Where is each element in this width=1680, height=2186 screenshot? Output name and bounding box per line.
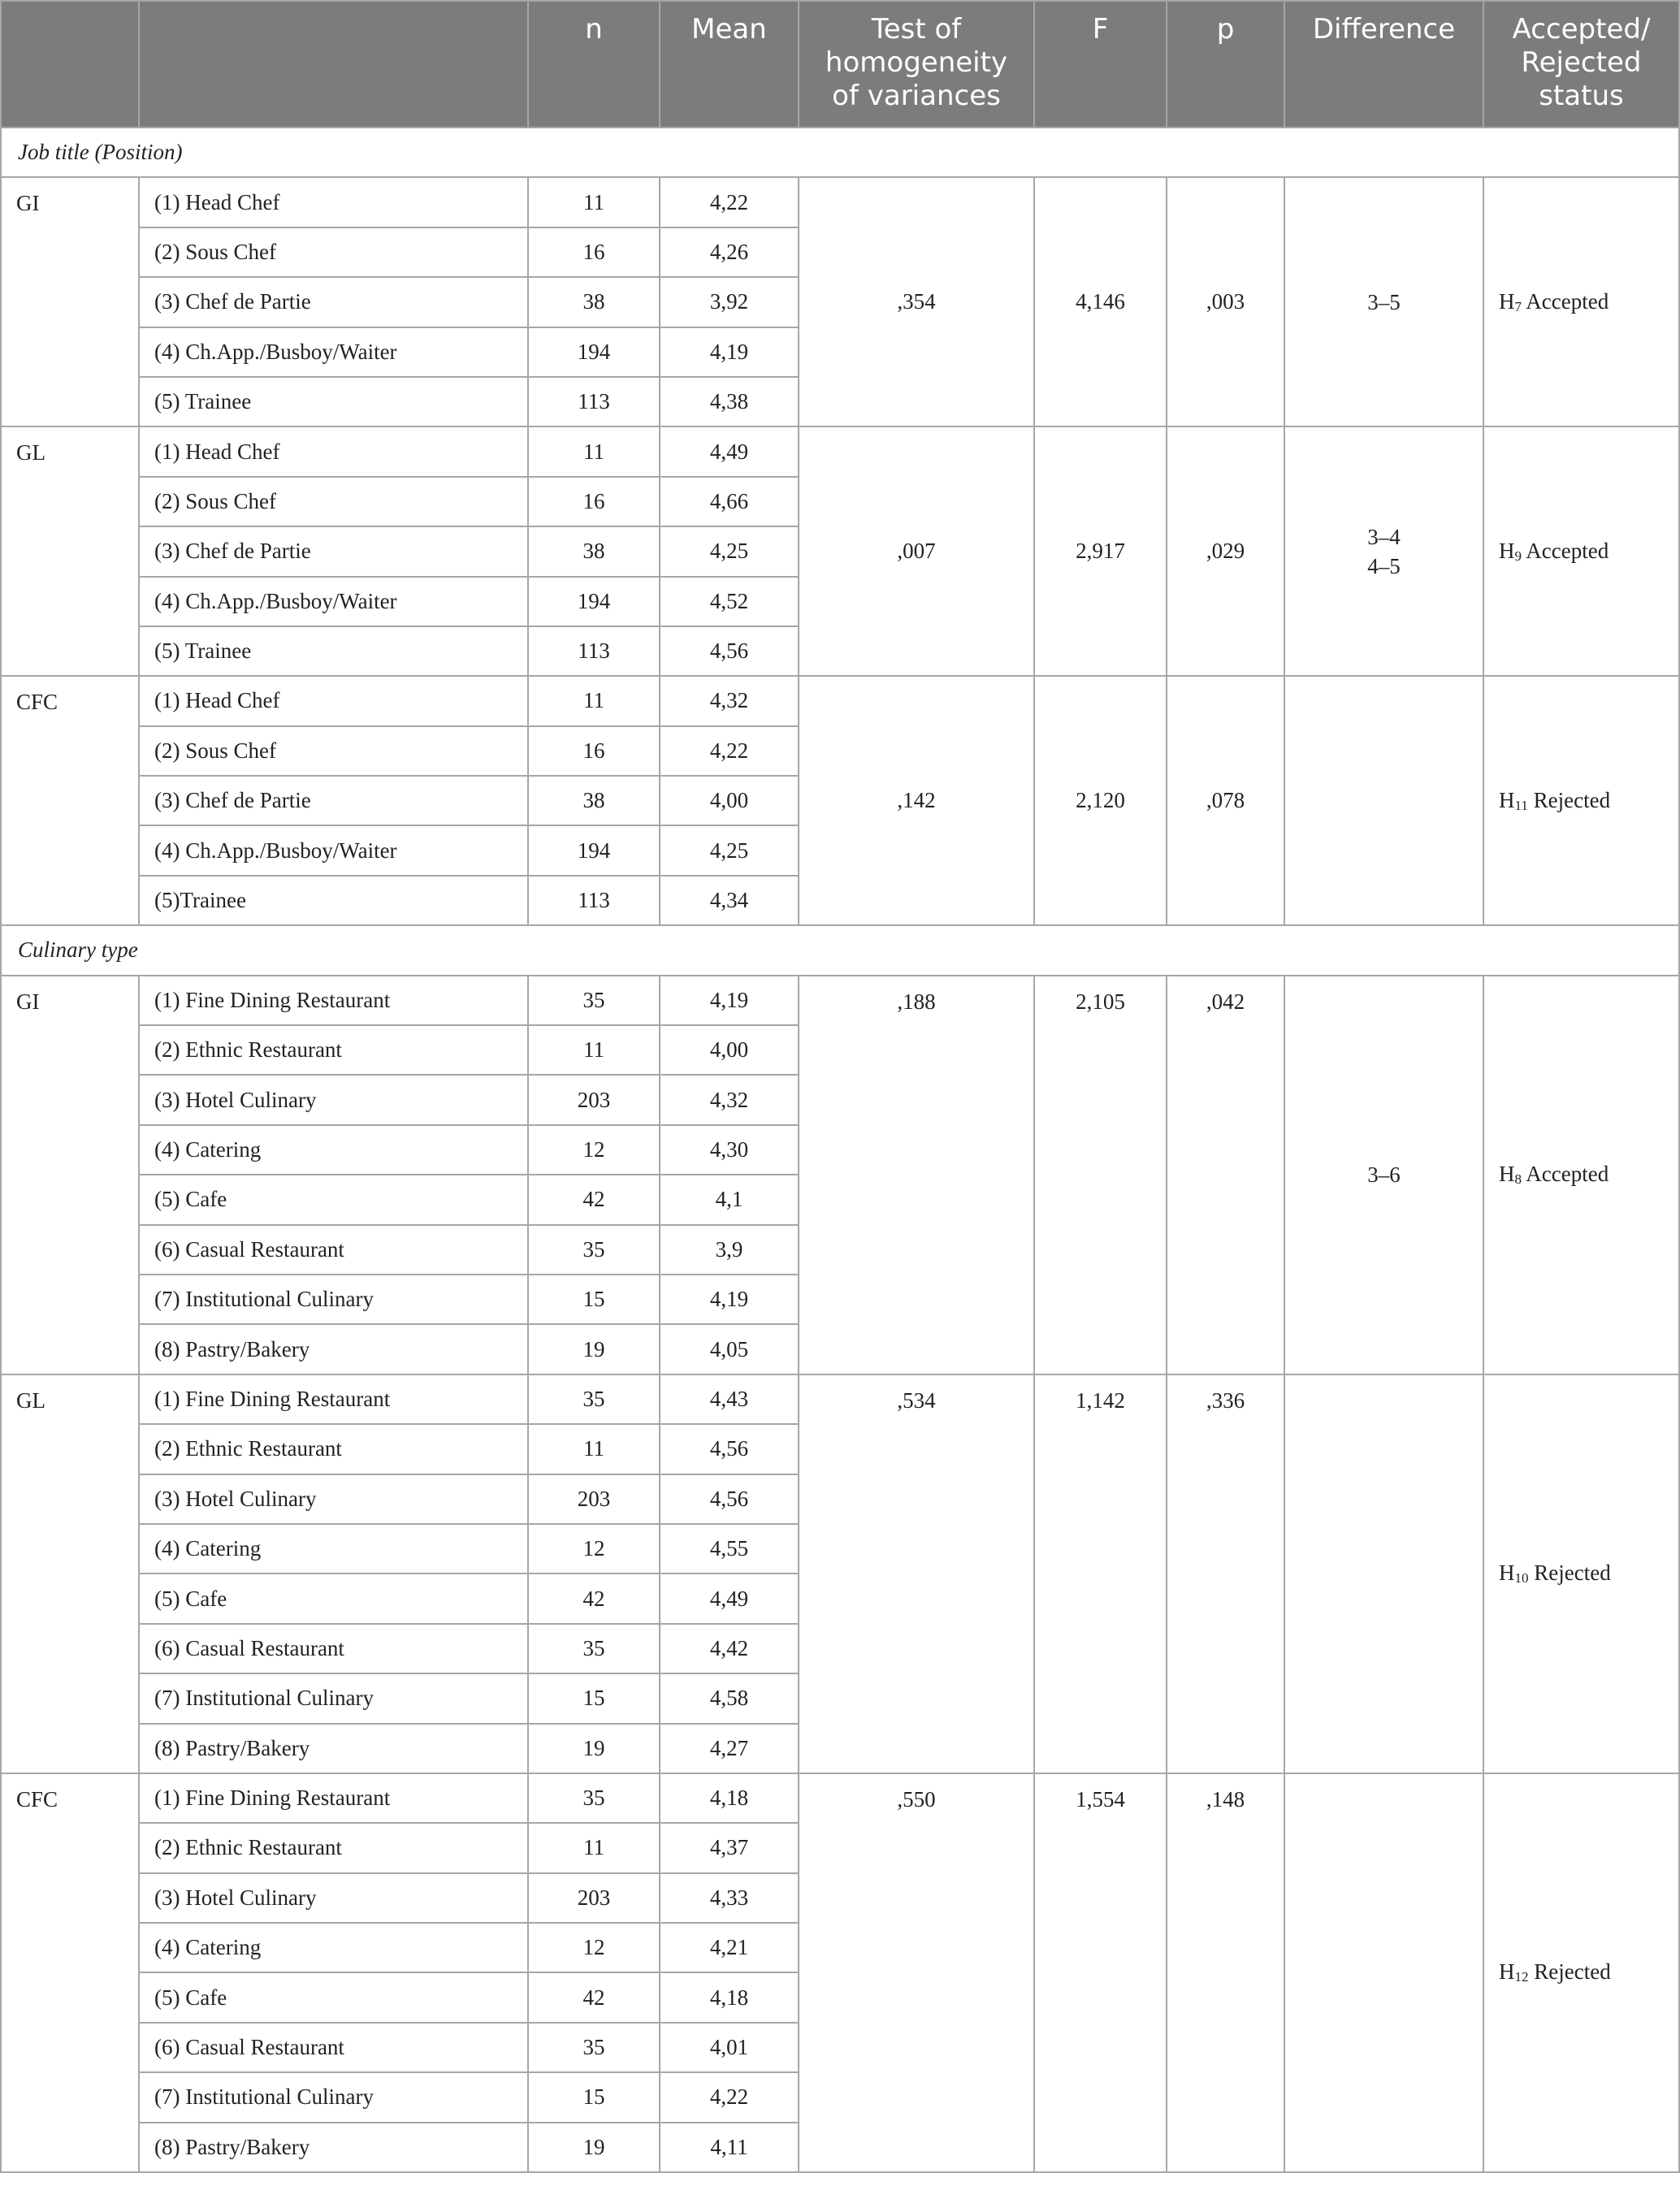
category-label: (5) Trainee [139,626,528,676]
category-label: (2) Sous Chef [139,227,528,277]
hypothesis-result: Rejected [1534,1561,1611,1586]
difference-value: 4–5 [1367,553,1401,578]
group-label: CFC [1,1773,139,2172]
header-difference: Difference [1284,1,1483,128]
n-value: 11 [528,676,660,725]
mean-value: 4,38 [660,377,799,426]
category-label: (1) Head Chef [139,177,528,227]
table-row [1,676,1679,725]
n-value: 113 [528,377,660,426]
category-label: (1) Fine Dining Restaurant [139,976,528,1025]
difference-cell [1284,426,1483,676]
category-label: (1) Head Chef [139,676,528,725]
hypothesis-result: Accepted [1526,538,1609,563]
difference-value: 3–5 [1367,289,1401,314]
group-label: GI [1,177,139,426]
section-row [1,128,1679,177]
n-value: 113 [528,626,660,676]
table-row [1,1773,1679,1823]
mean-value: 4,66 [660,477,799,526]
category-label: (5) Cafe [139,1573,528,1623]
mean-value: 4,37 [660,1823,799,1872]
hypothesis-number: 11 [1514,797,1528,813]
difference-cell [1284,676,1483,925]
n-value: 203 [528,1873,660,1923]
n-value: 12 [528,1923,660,1972]
section-title: Job title (Position) [1,128,1679,177]
hypothesis-letter: H [1499,1959,1515,1985]
header-f: F [1034,1,1167,128]
mean-value: 4,56 [660,626,799,676]
category-label: (1) Fine Dining Restaurant [139,1773,528,1823]
mean-value: 4,43 [660,1374,799,1424]
hypothesis-number: 9 [1514,548,1522,564]
table-row [1,1374,1679,1424]
hypothesis-number: 10 [1514,1570,1529,1586]
table-body [1,128,1679,2172]
mean-value: 4,00 [660,776,799,825]
mean-value: 3,92 [660,277,799,327]
n-value: 11 [528,1025,660,1075]
homogeneity-value: ,354 [799,177,1034,426]
hypothesis-status [1483,1773,1679,2172]
category-label: (6) Casual Restaurant [139,2023,528,2072]
category-label: (1) Head Chef [139,426,528,476]
mean-value: 4,33 [660,1873,799,1923]
table-row [1,426,1679,476]
header-n: n [528,1,660,128]
n-value: 19 [528,2123,660,2172]
difference-cell [1284,976,1483,1374]
n-value: 11 [528,177,660,227]
hypothesis-letter: H [1499,1561,1515,1586]
n-value: 42 [528,1573,660,1623]
hypothesis-result: Accepted [1526,288,1609,314]
mean-value: 4,42 [660,1624,799,1673]
homogeneity-value: ,188 [799,976,1034,1374]
f-value: 2,120 [1034,676,1167,925]
mean-value: 4,18 [660,1972,799,2022]
mean-value: 4,27 [660,1724,799,1773]
header-category [139,1,528,128]
homogeneity-value: ,007 [799,426,1034,676]
mean-value: 4,30 [660,1125,799,1175]
mean-value: 4,19 [660,976,799,1025]
n-value: 35 [528,976,660,1025]
n-value: 16 [528,227,660,277]
hypothesis-number: 7 [1514,298,1522,314]
hypothesis-status [1483,1374,1679,1773]
n-value: 35 [528,1624,660,1673]
mean-value: 4,25 [660,825,799,875]
mean-value: 4,56 [660,1424,799,1474]
n-value: 194 [528,577,660,626]
difference-cell [1284,177,1483,426]
hypothesis-result: Rejected [1533,787,1611,812]
category-label: (6) Casual Restaurant [139,1624,528,1673]
category-label: (4) Ch.App./Busboy/Waiter [139,825,528,875]
category-label: (3) Hotel Culinary [139,1075,528,1124]
n-value: 203 [528,1075,660,1124]
mean-value: 4,19 [660,327,799,377]
header-homogeneity: Test of homogeneity of variances [799,1,1034,128]
n-value: 35 [528,1225,660,1275]
mean-value: 4,52 [660,577,799,626]
hypothesis-letter: H [1499,787,1515,812]
n-value: 35 [528,2023,660,2072]
category-label: (2) Ethnic Restaurant [139,1823,528,1872]
category-label: (2) Ethnic Restaurant [139,1025,528,1075]
hypothesis-letter: H [1499,288,1515,314]
mean-value: 4,58 [660,1673,799,1723]
hypothesis-number: 8 [1514,1171,1522,1188]
p-value: ,078 [1167,676,1284,925]
n-value: 42 [528,1972,660,2022]
mean-value: 4,22 [660,177,799,227]
hypothesis-letter: H [1499,1162,1515,1187]
n-value: 15 [528,2072,660,2122]
category-label: (4) Catering [139,1125,528,1175]
category-label: (1) Fine Dining Restaurant [139,1374,528,1424]
mean-value: 4,01 [660,2023,799,2072]
mean-value: 4,32 [660,676,799,725]
p-value: ,003 [1167,177,1284,426]
header-status: Accepted/ Rejected status [1483,1,1679,128]
hypothesis-result: Accepted [1526,1162,1609,1187]
mean-value: 4,26 [660,227,799,277]
category-label: (4) Ch.App./Busboy/Waiter [139,327,528,377]
n-value: 12 [528,1524,660,1573]
category-label: (2) Ethnic Restaurant [139,1424,528,1474]
f-value: 2,105 [1034,976,1167,1374]
hypothesis-number: 12 [1514,1969,1529,1985]
table-row [1,177,1679,227]
n-value: 38 [528,776,660,825]
header-mean: Mean [660,1,799,128]
category-label: (5) Cafe [139,1175,528,1224]
category-label: (3) Hotel Culinary [139,1873,528,1923]
mean-value: 4,25 [660,526,799,576]
homogeneity-value: ,550 [799,1773,1034,2172]
header-row [1,1,1679,128]
n-value: 42 [528,1175,660,1224]
mean-value: 4,22 [660,726,799,776]
category-label: (7) Institutional Culinary [139,2072,528,2122]
difference-value: 3–6 [1367,1162,1401,1188]
category-label: (5) Trainee [139,377,528,426]
mean-value: 4,00 [660,1025,799,1075]
section-row [1,925,1679,975]
n-value: 15 [528,1673,660,1723]
difference-cell [1284,1773,1483,2172]
category-label: (4) Catering [139,1923,528,1972]
category-label: (3) Chef de Partie [139,526,528,576]
category-label: (8) Pastry/Bakery [139,1724,528,1773]
n-value: 194 [528,327,660,377]
mean-value: 4,34 [660,876,799,925]
hypothesis-status [1483,676,1679,925]
difference-cell [1284,1374,1483,1773]
group-label: GI [1,976,139,1374]
mean-value: 4,32 [660,1075,799,1124]
category-label: (4) Catering [139,1524,528,1573]
mean-value: 4,55 [660,1524,799,1573]
n-value: 35 [528,1773,660,1823]
mean-value: 3,9 [660,1225,799,1275]
p-value: ,336 [1167,1374,1284,1773]
category-label: (8) Pastry/Bakery [139,2123,528,2172]
hypothesis-status [1483,976,1679,1374]
n-value: 19 [528,1724,660,1773]
mean-value: 4,56 [660,1474,799,1524]
n-value: 35 [528,1374,660,1424]
category-label: (5)Trainee [139,876,528,925]
header-p: p [1167,1,1284,128]
mean-value: 4,49 [660,1573,799,1623]
n-value: 12 [528,1125,660,1175]
category-label: (2) Sous Chef [139,477,528,526]
hypothesis-status [1483,426,1679,676]
category-label: (7) Institutional Culinary [139,1275,528,1324]
n-value: 38 [528,526,660,576]
p-value: ,148 [1167,1773,1284,2172]
table-row [1,976,1679,1025]
n-value: 15 [528,1275,660,1324]
group-label: GL [1,426,139,676]
p-value: ,042 [1167,976,1284,1374]
f-value: 1,142 [1034,1374,1167,1773]
mean-value: 4,22 [660,2072,799,2122]
n-value: 19 [528,1324,660,1374]
mean-value: 4,49 [660,426,799,476]
category-label: (3) Hotel Culinary [139,1474,528,1524]
mean-value: 4,1 [660,1175,799,1224]
mean-value: 4,05 [660,1324,799,1374]
category-label: (2) Sous Chef [139,726,528,776]
p-value: ,029 [1167,426,1284,676]
category-label: (7) Institutional Culinary [139,1673,528,1723]
category-label: (3) Chef de Partie [139,277,528,327]
category-label: (4) Ch.App./Busboy/Waiter [139,577,528,626]
difference-value: 3–4 [1367,524,1401,549]
n-value: 11 [528,1424,660,1474]
f-value: 2,917 [1034,426,1167,676]
n-value: 113 [528,876,660,925]
hypothesis-letter: H [1499,538,1515,563]
hypothesis-status [1483,177,1679,426]
n-value: 11 [528,1823,660,1872]
f-value: 4,146 [1034,177,1167,426]
n-value: 38 [528,277,660,327]
homogeneity-value: ,534 [799,1374,1034,1773]
category-label: (6) Casual Restaurant [139,1225,528,1275]
header-group [1,1,139,128]
category-label: (8) Pastry/Bakery [139,1324,528,1374]
mean-value: 4,18 [660,1773,799,1823]
f-value: 1,554 [1034,1773,1167,2172]
mean-value: 4,19 [660,1275,799,1324]
category-label: (5) Cafe [139,1972,528,2022]
n-value: 194 [528,825,660,875]
n-value: 16 [528,726,660,776]
n-value: 203 [528,1474,660,1524]
n-value: 16 [528,477,660,526]
group-label: GL [1,1374,139,1773]
n-value: 11 [528,426,660,476]
hypothesis-result: Rejected [1534,1959,1611,1985]
mean-value: 4,21 [660,1923,799,1972]
group-label: CFC [1,676,139,925]
homogeneity-value: ,142 [799,676,1034,925]
section-title: Culinary type [1,925,1679,975]
mean-value: 4,11 [660,2123,799,2172]
category-label: (3) Chef de Partie [139,776,528,825]
